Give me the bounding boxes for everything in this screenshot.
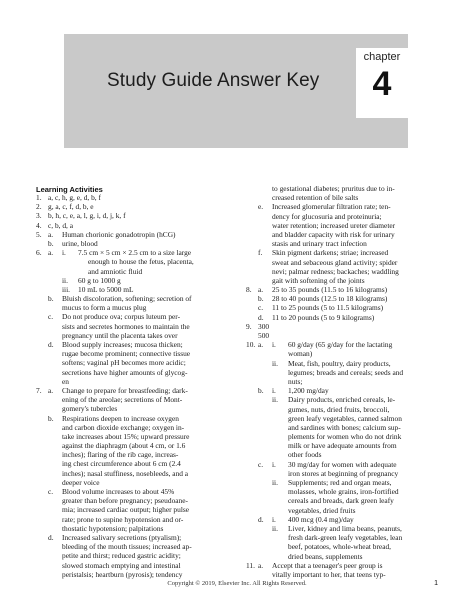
answer-text: enough to house the fetus, placenta, [88, 257, 194, 267]
answer-marker: i. [272, 386, 276, 396]
answer-text: inches); flaring of the rib cage, increas- [62, 450, 179, 460]
answer-line [246, 258, 451, 267]
answer-marker: c. [48, 312, 54, 322]
answer-text: beef, potatoes, whole-wheat bread, [288, 542, 392, 552]
answer-marker: 11. [246, 560, 255, 570]
answer-text: ing chest circumference about 6 cm (2.4 [62, 459, 181, 469]
answer-text: pregnancy until the placenta takes over [62, 330, 178, 340]
answer-line [246, 405, 451, 414]
answer-line [36, 570, 236, 579]
answer-line [246, 441, 451, 450]
answer-text: creased retention of bile salts [272, 193, 359, 203]
answer-line [246, 276, 451, 285]
answer-marker: 3. [36, 211, 42, 221]
answer-text: Liver, kidney and lima beans, peanuts, [288, 523, 402, 533]
answer-marker: b. [258, 294, 264, 304]
answer-text: 10 mL to 5000 mL [78, 284, 134, 294]
answer-text: to gestational diabetes; pruritus due to in- [272, 184, 395, 193]
answer-text: Increased glomerular filtration rate; ten- [272, 202, 391, 212]
answer-text: 500 [258, 331, 270, 340]
answer-line [246, 313, 451, 322]
answer-text: and sardines with bones; calcium sup- [288, 422, 401, 432]
answer-marker: c. [48, 487, 54, 496]
answer-marker: 1. [36, 193, 42, 202]
answer-text: iron stores at beginning of pregnancy [288, 468, 399, 478]
answer-line [36, 257, 236, 266]
answer-line [36, 561, 236, 570]
answer-text: fresh dark-green leafy vegetables, lean [288, 533, 403, 543]
answer-line [246, 285, 451, 294]
answer-line [246, 193, 451, 202]
answer-line [36, 542, 236, 551]
answer-marker: d. [258, 514, 264, 524]
answer-text: vegetables, dried fruits [288, 505, 356, 515]
answer-marker: iii. [62, 284, 71, 294]
answer-text: stasis and urinary tract infection [272, 239, 367, 249]
answer-line [246, 414, 451, 423]
answer-line [36, 368, 236, 377]
answer-text: gomery's tubercles [62, 404, 118, 414]
answer-text: plements for women who do not drink [288, 432, 402, 442]
answer-marker: a. [48, 248, 54, 258]
answer-text: other foods [288, 450, 322, 460]
answer-marker: d. [48, 340, 54, 349]
answer-line [246, 533, 451, 542]
answer-line [36, 377, 236, 386]
answer-line [36, 505, 236, 514]
answer-text: water retention; increased ureter diameter [272, 220, 396, 230]
answer-text: g, a, c, f, d, b, e [48, 202, 94, 212]
answer-text: bleeding of the mouth tissues; increased ap- [62, 542, 192, 552]
answer-line [36, 404, 236, 413]
answer-marker: a. [48, 385, 54, 395]
answer-text: sists and secretes hormones to maintain the [62, 321, 190, 331]
answer-line [246, 340, 451, 349]
answer-line [36, 515, 236, 524]
answer-text: dried beans, supplements [288, 551, 363, 561]
answer-text: 60 g to 1000 g [78, 275, 121, 285]
answer-marker: 2. [36, 202, 42, 212]
answer-marker: a. [258, 285, 264, 295]
answer-marker: i. [272, 514, 276, 524]
answer-text: Change to prepare for breastfeeding; dark- [62, 385, 188, 395]
answer-text: Skin pigment darkens; striae; increased [272, 248, 389, 258]
answer-line [36, 294, 236, 303]
answer-line [36, 469, 236, 478]
answer-marker: 6. [36, 248, 42, 258]
answer-text: Dairy products, enriched cereals, le- [288, 395, 396, 405]
answer-text: milk or have adequate amounts from [288, 441, 397, 451]
answer-text: vitally important to her, that teens typ- [272, 569, 386, 579]
chapter-label: chapter [363, 51, 401, 63]
right-column [246, 184, 451, 579]
answer-marker: a. [258, 340, 264, 350]
answer-text: dency for glucosuria and proteinuria; [272, 211, 382, 221]
answer-line [36, 322, 236, 331]
answer-line [36, 395, 236, 404]
answer-text: 25 to 35 pounds (11.5 to 16 kilograms) [272, 285, 388, 295]
answer-line [246, 303, 451, 312]
answer-text: softens; vaginal pH becomes more acidic; [62, 358, 186, 368]
answer-line [246, 184, 451, 193]
answer-text: and carbon dioxide exchange; oxygen in- [62, 422, 185, 432]
answer-text: and amniotic fluid [88, 266, 143, 276]
chapter-box [356, 48, 408, 118]
answer-marker: 9. [246, 321, 252, 331]
answer-text: deeper voice [62, 477, 100, 487]
answer-line [36, 239, 236, 248]
answer-line [246, 460, 451, 469]
answer-marker: i. [272, 340, 276, 350]
answer-line [246, 552, 451, 561]
answer-line [246, 267, 451, 276]
answer-line [36, 331, 236, 340]
answer-line [246, 570, 451, 579]
answer-marker: f. [258, 248, 263, 258]
answer-text: 7.5 cm × 5 cm × 2.5 cm to a size large [78, 248, 192, 258]
answer-marker: ii. [62, 275, 68, 285]
answer-line [36, 386, 236, 395]
page-title: Study Guide Answer Key [107, 70, 320, 91]
answer-text: Blood volume increases to about 45% [62, 487, 175, 496]
answer-text: Do not produce ova; corpus luteum per- [62, 312, 181, 322]
answer-line [246, 248, 451, 257]
answer-line [36, 551, 236, 560]
answer-line [246, 294, 451, 303]
answer-line [36, 193, 236, 202]
answer-text: gumes, nuts, dried fruits, broccoli, [288, 404, 390, 414]
chapter-number: 4 [372, 65, 392, 103]
answer-text: mia; increased cardiac output; higher pulse [62, 505, 190, 515]
answer-line [246, 331, 451, 340]
answer-line [36, 441, 236, 450]
answer-text: Supplements; red and organ meats, [288, 478, 392, 487]
answer-text: take increases about 15%; upward pressure [62, 431, 190, 441]
page-number: 1 [434, 580, 438, 587]
answer-line [246, 239, 451, 248]
answer-text: b, h, c, e, a, l, g, i, d, j, k, f [48, 211, 126, 221]
answer-line [246, 212, 451, 221]
answer-text: 30 mg/day for women with adequate [288, 459, 397, 469]
answer-line [246, 487, 451, 496]
answer-line [246, 450, 451, 459]
answer-text: nuts; [288, 376, 303, 386]
answer-text: Bluish discoloration, softening; secretion of [62, 294, 192, 304]
answer-line [36, 533, 236, 542]
answer-line [246, 386, 451, 395]
answer-line [246, 469, 451, 478]
answer-line [246, 395, 451, 404]
answer-line [36, 349, 236, 358]
answer-line [246, 561, 451, 570]
answer-line [246, 524, 451, 533]
answer-line [246, 515, 451, 524]
answer-line [246, 432, 451, 441]
answer-text: 300 [258, 321, 270, 331]
answer-marker: d. [258, 312, 264, 322]
answer-marker: 5. [36, 229, 42, 239]
answer-line [36, 267, 236, 276]
answer-text: c, b, d, a [48, 220, 74, 230]
answer-text: sweat and sebaceous gland activity; spider [272, 257, 398, 267]
answer-line [36, 358, 236, 367]
answer-line [36, 478, 236, 487]
answer-line [36, 285, 236, 294]
answer-text: nevi; palmar redness; backaches; waddling [272, 266, 399, 276]
answer-marker: b. [48, 238, 54, 248]
answer-text: legumes; breads and cereals; seeds and [288, 367, 404, 377]
answer-text: slowed stomach emptying and intestinal [62, 560, 181, 570]
answer-marker: 8. [246, 285, 252, 295]
answer-text: Accept that a teenager's peer group is [272, 560, 383, 570]
answer-line [246, 478, 451, 487]
answer-marker: 4. [36, 220, 42, 230]
answer-line [36, 202, 236, 211]
answer-text: and bladder capacity with risk for urinary [272, 229, 395, 239]
answer-line [246, 368, 451, 377]
answer-text: inches); nasal stuffiness, nosebleeds, and a [62, 468, 189, 478]
answer-text: ening of the areolae; secretions of Mont- [62, 395, 183, 405]
answer-marker: b. [48, 413, 54, 423]
answer-line [36, 450, 236, 459]
answer-line [36, 312, 236, 321]
answer-line [36, 230, 236, 239]
answer-marker: a. [48, 229, 54, 239]
answer-text: a, c, h, g, e, d, b, f [48, 193, 101, 202]
answer-text: 1,200 mg/day [288, 386, 329, 396]
answer-text: peristalsis; heartburn (pyrosis); tendency [62, 569, 183, 579]
answer-text: mucus to form a mucus plug [62, 303, 147, 313]
answer-line [246, 359, 451, 368]
copyright-footer: Copyright © 2019, Elsevier Inc. All Rights Reserved. [167, 580, 307, 587]
answer-text: Blood supply increases; mucosa thicken; [62, 340, 183, 349]
answer-line [246, 506, 451, 515]
section-heading: Learning Activities [36, 185, 103, 194]
left-column [36, 193, 236, 579]
answer-marker: d. [48, 532, 54, 542]
answer-text: en [62, 376, 69, 386]
answer-marker: i. [272, 459, 276, 469]
answer-marker: ii. [272, 395, 278, 405]
answer-text: 11 to 25 pounds (5 to 11.5 kilograms) [272, 303, 384, 313]
answer-marker: b. [258, 386, 264, 396]
answer-text: woman) [288, 349, 313, 359]
answer-line [36, 340, 236, 349]
answer-marker: c. [258, 303, 264, 313]
answer-line [246, 230, 451, 239]
answer-text: Meat, fish, poultry, dairy products, [288, 358, 391, 368]
answer-line [246, 377, 451, 386]
answer-line [36, 459, 236, 468]
answer-line [36, 414, 236, 423]
answer-text: rugae become prominent; connective tissue [62, 349, 191, 359]
answer-marker: e. [258, 202, 264, 212]
answer-line [36, 303, 236, 312]
answer-line [246, 349, 451, 358]
answer-text: thostatic hypotension; palpitations [62, 523, 164, 533]
answer-text: molasses, whole grains, iron-fortified [288, 487, 399, 497]
answer-text: Human chorionic gonadotropin (hCG) [62, 229, 176, 239]
answer-marker: ii. [272, 478, 278, 487]
answer-marker: 7. [36, 385, 42, 395]
answer-line [36, 496, 236, 505]
answer-marker: a. [258, 560, 264, 570]
answer-line [246, 322, 451, 331]
answer-marker: ii. [272, 523, 278, 533]
answer-line [246, 542, 451, 551]
answer-text: petite and thirst; reduced gastric acidity; [62, 551, 181, 561]
answer-marker: b. [48, 294, 54, 304]
answer-text: Respirations deepen to increase oxygen [62, 413, 179, 423]
answer-line [246, 423, 451, 432]
answer-line [36, 423, 236, 432]
answer-line [36, 221, 236, 230]
chapter-banner [64, 34, 408, 148]
answer-text: Increased salivary secretions (ptyalism); [62, 532, 182, 542]
answer-line [36, 524, 236, 533]
answer-text: urine, blood [62, 238, 98, 248]
answer-marker: i. [62, 248, 66, 258]
answer-text: secretions have higher amounts of glycog- [62, 367, 188, 377]
answer-text: green leafy vegetables, canned salmon [288, 413, 402, 423]
answer-text: greater than before pregnancy; pseudoane- [62, 496, 188, 506]
answer-text: 60 g/day (65 g/day for the lactating [288, 340, 393, 350]
answer-line [36, 487, 236, 496]
answer-line [36, 276, 236, 285]
answer-marker: c. [258, 459, 264, 469]
answer-marker: ii. [272, 358, 278, 368]
answer-line [36, 432, 236, 441]
answer-marker: 10. [246, 340, 256, 350]
answer-text: 11 to 20 pounds (5 to 9 kilograms) [272, 312, 375, 322]
answer-text: gait with softening of the joints [272, 275, 365, 285]
answer-text: 28 to 40 pounds (12.5 to 18 kilograms) [272, 294, 388, 304]
answer-line [36, 211, 236, 220]
answer-text: 400 mcg (0.4 mg)/day [288, 514, 354, 524]
answer-line [246, 496, 451, 505]
answer-text: against the diaphragm (about 4 cm, or 1.6 [62, 441, 186, 451]
answer-line [246, 202, 451, 211]
answer-text: cereals and breads, dark green leafy [288, 496, 394, 506]
answer-line [36, 248, 236, 257]
answer-text: rate; prone to supine hypotension and or- [62, 514, 184, 524]
answer-line [246, 221, 451, 230]
